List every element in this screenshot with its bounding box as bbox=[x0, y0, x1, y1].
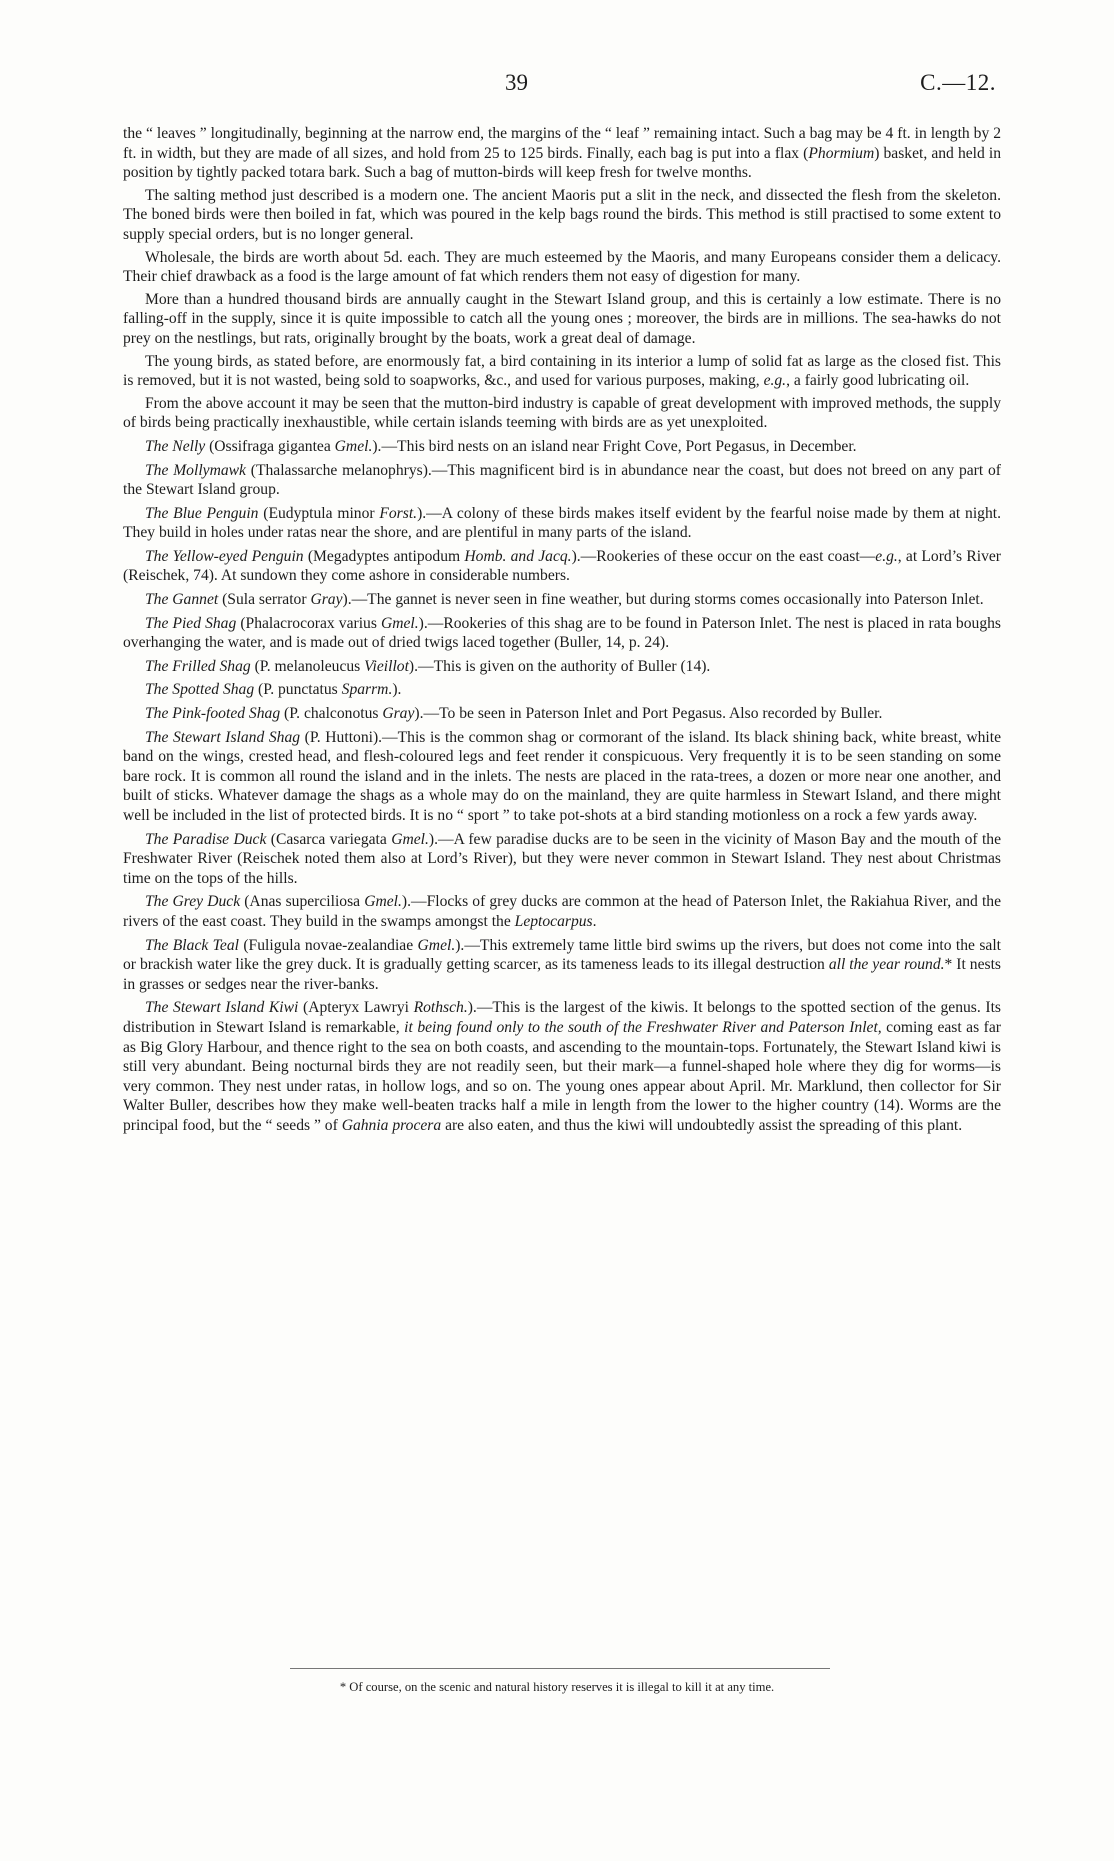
species-authority: Gray bbox=[310, 591, 343, 609]
species-authority: Vieillot bbox=[364, 657, 409, 675]
species-authority: Gmel. bbox=[380, 614, 419, 632]
text-run: coming east as far as Big Glory Harbour, and thence right to the sea on both coasts, and ascending to the mountain-tops. Fortunately, the Stewart Island kiwi is still very abundant. Being nocturnal birds they are not readily seen, but their mark—a funnel-shaped hole where they dig for worms—is very common. They nest under ratas, in hollow logs, and so on. The young ones appear about April. Mr. Marklund, then collector for Sir Walter Buller, describes how they make well-beaten tracks half a mile in length from the lower to the higher country (14). Worms are the principal food, but the “ seeds ” of bbox=[123, 1018, 1001, 1134]
species-authority: Gmel. bbox=[334, 437, 373, 455]
paragraph-wholesale: Wholesale, the birds are worth about 5d. each. They are much esteemed by the Maoris, and many Europeans consider them a delicacy. Their chief drawback as a food is the large amount of fat which renders them not easy of digestion for many. bbox=[123, 248, 1001, 286]
italic-term: Leptocarpus bbox=[514, 912, 593, 930]
italic-term: Phormium bbox=[808, 144, 875, 162]
species-mollymawk bbox=[123, 461, 1001, 500]
paragraph-fat bbox=[123, 352, 1001, 391]
species-authority: Homb. and Jacq. bbox=[464, 547, 572, 565]
species-name: The Gannet bbox=[145, 591, 219, 609]
species-name: The Frilled Shag bbox=[145, 657, 251, 675]
text-run: the “ leaves ” longitudinally, beginning at the narrow end, the margins of the “ leaf ” remaining intact. Such a bag may be 4 ft. in length by 2 ft. in width, but they are made of all sizes, and hold from 25 to 125 birds. Finally, each bag is put into a flax ( bbox=[123, 125, 1001, 162]
text-run: (Ossifraga gigantea bbox=[205, 437, 335, 455]
text-run: (Casarca variegata bbox=[266, 830, 392, 848]
text-run: (P. chalconotus bbox=[280, 705, 383, 723]
species-name: The Grey Duck bbox=[145, 893, 241, 911]
text-run: ).—To be seen in Paterson Inlet and Port Pegasus. Also recorded by Buller. bbox=[414, 705, 883, 723]
italic-emphasis: it being found only to the south of the Freshwater River and Paterson Inlet, bbox=[404, 1018, 882, 1036]
species-paradise-duck bbox=[123, 830, 1001, 889]
text-run: (Fuligula novae-zealandiae bbox=[238, 936, 418, 954]
text-run: ).—Flocks of grey ducks are common at the head of Paterson Inlet, the Rakiahua River, and the rivers of the east coast. They build in the swamps amongst the bbox=[123, 893, 1002, 930]
text-run: (Anas superciliosa bbox=[240, 893, 365, 911]
species-name: The Yellow-eyed Penguin bbox=[145, 547, 304, 565]
species-yellow-eyed-penguin bbox=[123, 547, 1001, 586]
text-run: (Thalassarche melanophrys).—This magnificent bird is in abundance near the coast, but does not breed on any part of the Stewart Island group. bbox=[123, 461, 1001, 499]
paragraph-annual-catch: More than a hundred thousand birds are annually caught in the Stewart Island group, and this is certainly a low estimate. There is no falling-off in the supply, since it is quite impossible to catch all the young ones ; moreover, the birds are in millions. The sea-hawks do not prey on the nestlings, but rats, originally brought by the boats, work a great deal of damage. bbox=[123, 290, 1001, 347]
species-authority: Forst. bbox=[379, 504, 418, 522]
italic-term: e.g. bbox=[763, 372, 787, 390]
text-run: (Eudyptula minor bbox=[258, 504, 380, 522]
species-blue-penguin bbox=[123, 504, 1001, 543]
species-authority: Gmel. bbox=[364, 893, 402, 911]
text-run: (Sula serrator bbox=[218, 591, 311, 609]
text-run: ). bbox=[392, 681, 402, 699]
footnote: * Of course, on the scenic and natural history reserves it is illegal to kill it at any time. bbox=[339, 1680, 775, 1694]
text-run: ).—This extremely tame little bird swims up the rivers, but does not come into the salt or brackish water like the grey duck. It is gradually getting scarcer, as its tameness leads to its illegal destruction bbox=[123, 936, 1001, 974]
species-name: The Stewart Island Shag bbox=[145, 728, 301, 746]
species-spotted-shag bbox=[123, 680, 1001, 700]
species-authority: Rothsch. bbox=[413, 999, 468, 1017]
footnote-mark: * bbox=[944, 956, 953, 974]
paragraph-industry: From the above account it may be seen that the mutton-bird industry is capable of great development with improved methods, the supply of birds being practically inexhaustible, while certain islands teeming with birds are as yet unexploited. bbox=[123, 394, 1001, 432]
text-run: ).—The gannet is never seen in fine weather, but during storms comes occasionally into Paterson Inlet. bbox=[342, 591, 984, 609]
italic-term: e.g. bbox=[875, 547, 898, 565]
text-run: It nests in grasses or sedges near the river-banks. bbox=[123, 956, 1001, 993]
species-name: The Paradise Duck bbox=[145, 830, 267, 848]
species-name: The Mollymawk bbox=[145, 461, 246, 479]
text-run: (Phalacrocorax varius bbox=[236, 614, 381, 632]
page-number: 39 bbox=[505, 70, 528, 95]
species-authority: Gmel. bbox=[417, 936, 456, 954]
species-name: The Blue Penguin bbox=[145, 504, 259, 522]
species-gannet bbox=[123, 590, 1001, 610]
text-run: ).—This bird nests on an island near Fright Cove, Port Pegasus, in December. bbox=[372, 437, 857, 455]
text-run: ).—This is the largest of the kiwis. It belongs to the spotted section of the genus. Its distribution in Stewart Island is remarkable, bbox=[123, 999, 1001, 1036]
species-name: The Spotted Shag bbox=[145, 681, 255, 699]
text-run: , at Lord’s River (Reischek, 74). At sundown they come ashore in considerable numbers. bbox=[123, 547, 1001, 585]
page-header bbox=[0, 70, 1114, 104]
paragraph-bag-making bbox=[123, 124, 1001, 183]
text-run: (P. punctatus bbox=[254, 681, 342, 699]
text-run: The young birds, as stated before, are enormously fat, a bird containing in its interior a lump of solid fat as large as the closed fist. This is removed, but it is not wasted, being sold to soapworks, &c., and used for various purposes, making, bbox=[123, 352, 1001, 390]
species-authority: Sparrm. bbox=[341, 681, 393, 699]
species-black-teal bbox=[123, 936, 1001, 995]
text-run: ).—This is given on the authority of Buller (14). bbox=[408, 657, 711, 675]
text-run: are also eaten, and thus the kiwi will undoubtedly assist the spreading of this plant. bbox=[441, 1116, 963, 1134]
text-run: ).—Rookeries of these occur on the east coast— bbox=[571, 547, 876, 565]
text-run: (Apteryx Lawryi bbox=[298, 999, 414, 1017]
species-stewart-island-kiwi bbox=[123, 998, 1001, 1135]
species-pied-shag bbox=[123, 614, 1001, 653]
species-name: The Black Teal bbox=[145, 936, 239, 954]
italic-emphasis: all the year round. bbox=[828, 956, 945, 974]
species-nelly bbox=[123, 437, 1001, 457]
species-pink-footed-shag bbox=[123, 704, 1001, 724]
text-run: (Megadyptes antipodum bbox=[303, 547, 465, 565]
text-run: , a fairly good lubricating oil. bbox=[786, 372, 970, 390]
text-run: ).—A colony of these birds makes itself evident by the fearful noise made by them at night. They build in holes under ratas near the shore, and are plentiful in many parts of the island. bbox=[123, 504, 1001, 542]
italic-term: Gahnia procera bbox=[341, 1116, 442, 1134]
species-name: The Stewart Island Kiwi bbox=[145, 999, 299, 1017]
text-run: . bbox=[592, 912, 597, 930]
text-run: (P. melanoleucus bbox=[250, 657, 365, 675]
species-frilled-shag bbox=[123, 657, 1001, 677]
species-grey-duck bbox=[123, 892, 1001, 931]
text-run: (P. Huttoni).—This is the common shag or cormorant of the island. Its black shining back, white breast, white band on the wings, crested head, and flesh-coloured legs and feet render it conspicuous. Very frequently it is to be seen standing on some bare rock. It is common all round the island and in the inlets. The nests are placed in the rata-trees, a dozen or more near one another, and built of sticks. Whatever damage the shags as a whole may do on the mainland, they are quite harmless in Stewart Island, and there might well be included in the list of protected birds. It is no “ sport ” to take pot-shots at a bird standing motionless on a rock a few yards away. bbox=[123, 728, 1001, 824]
species-name: The Pink-footed Shag bbox=[145, 705, 281, 723]
body-text bbox=[123, 124, 1001, 1136]
species-authority: Gmel. bbox=[391, 830, 429, 848]
text-run: ) basket, and held in position by tightly packed totara bark. Such a bag of mutton-birds will keep fresh for twelve months. bbox=[123, 144, 1002, 182]
document-reference: C.—12. bbox=[920, 70, 996, 95]
species-authority: Gray bbox=[382, 705, 415, 723]
text-run: ).—A few paradise ducks are to be seen in the vicinity of Mason Bay and the mouth of the Freshwater River (Reischek noted them also at Lord’s River), but they were never common in Stewart Island. They nest about Christmas time on the tops of the hills. bbox=[123, 830, 1001, 887]
footnote-divider bbox=[290, 1668, 830, 1669]
text-run: ).—Rookeries of this shag are to be found in Paterson Inlet. The nest is placed in rata boughs overhanging the water, and is made out of dried twigs laced together (Buller, 14, p. 24). bbox=[123, 614, 1001, 652]
species-name: The Pied Shag bbox=[145, 614, 237, 632]
species-name: The Nelly bbox=[145, 437, 206, 455]
species-stewart-island-shag bbox=[123, 728, 1001, 826]
paragraph-salting: The salting method just described is a modern one. The ancient Maoris put a slit in the neck, and dissected the flesh from the skeleton. The boned birds were then boiled in fat, which was poured in the kelp bags round the birds. This method is still practised to some extent to supply special orders, but is no longer general. bbox=[123, 186, 1001, 243]
